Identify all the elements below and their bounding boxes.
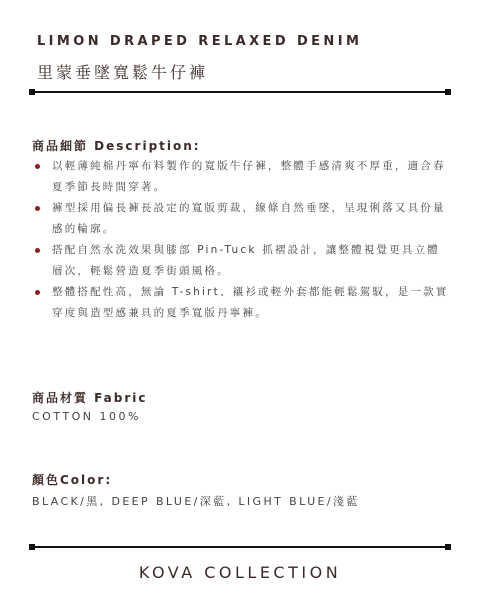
bullet-dot-icon: [35, 248, 40, 253]
description-item: [30, 156, 450, 198]
color-value: BLACK/黑, DEEP BLUE/深藍, LIGHT BLUE/淺藍: [32, 495, 360, 508]
color-heading: 顏色Color:: [32, 473, 113, 487]
divider-end-square: [29, 89, 35, 95]
description-item-text: 搭配自然水洗效果與膝部 Pin-Tuck 抓褶設計，讓整體視覺更具立體層次，輕鬆營造夏季街頭風格。: [52, 244, 440, 277]
bullet-dot-icon: [35, 290, 40, 295]
fabric-value: COTTON 100%: [32, 410, 141, 423]
divider-end-square: [445, 89, 451, 95]
divider-end-square: [445, 544, 451, 550]
description-item-text: 褲型採用偏長褲長設定的寬版剪裁，線條自然垂墜，呈現俐落又具份量感的輪廓。: [52, 202, 446, 235]
fabric-heading: 商品材質 Fabric: [32, 391, 148, 405]
product-title-english: LIMON DRAPED RELAXED DENIM: [37, 34, 363, 49]
top-divider: [30, 91, 450, 93]
bullet-dot-icon: [35, 206, 40, 211]
description-heading: 商品細節 Description:: [32, 139, 201, 153]
brand-name: KOVA COLLECTION: [138, 563, 342, 582]
bottom-divider: [30, 546, 450, 548]
product-title-chinese: 里蒙垂墜寬鬆牛仔褲: [37, 63, 209, 82]
description-item-text: 以輕薄純棉丹寧布料製作的寬版牛仔褲，整體手感清爽不厚重，適合春夏季節長時間穿著。: [52, 160, 446, 193]
bullet-dot-icon: [35, 164, 40, 169]
description-item-text: 整體搭配性高，無論 T-shirt、襯衫或輕外套都能輕鬆駕馭，是一款實穿度與造型感兼具的夏季寬版丹寧褲。: [52, 286, 449, 319]
divider-end-square: [29, 544, 35, 550]
description-item: [30, 240, 450, 282]
description-list: [30, 156, 450, 324]
description-item: [30, 198, 450, 240]
description-item: [30, 282, 450, 324]
